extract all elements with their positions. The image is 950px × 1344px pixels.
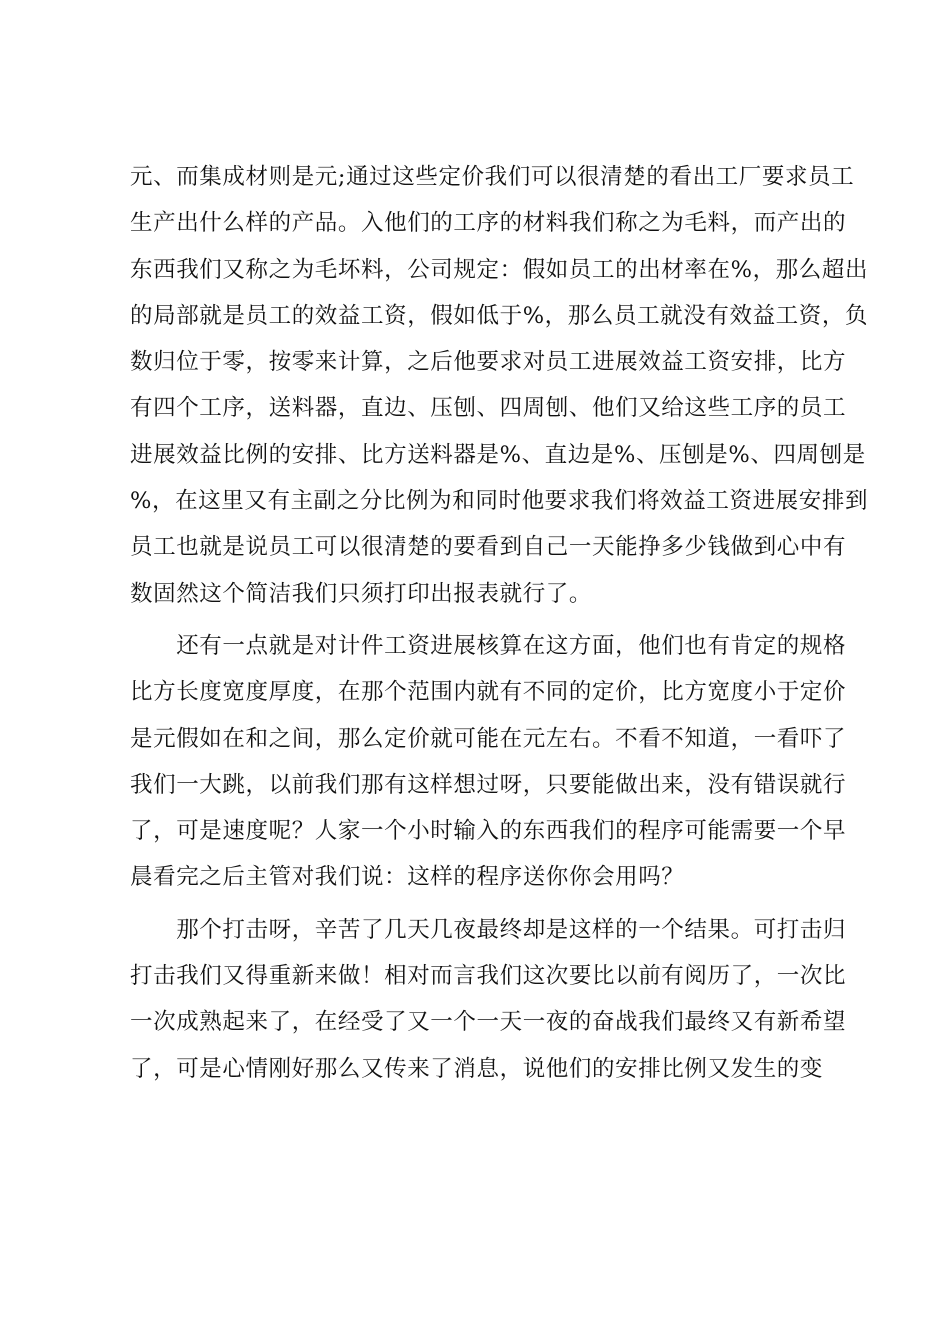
text-line: 东西我们又称之为毛坏料，公司规定：假如员工的出材率在%，那么超出 bbox=[130, 256, 869, 283]
text-line: 生产出什么样的产品。入他们的工序的材料我们称之为毛料，而产出的 bbox=[130, 210, 847, 237]
paragraph-1 bbox=[130, 154, 869, 617]
paragraph-3 bbox=[130, 907, 847, 1092]
text-line: 数固然这个简洁我们只须打印出报表就行了。 bbox=[130, 580, 593, 607]
text-line: 是元假如在和之间，那么定价就可能在元左右。不看不知道，一看吓了 bbox=[130, 725, 847, 752]
text-line: 数归位于零，按零来计算，之后他要求对员工进展效益工资安排，比方 bbox=[130, 349, 847, 376]
text-line: 员工也就是说员工可以很清楚的要看到自己一天能挣多少钱做到心中有 bbox=[130, 534, 847, 561]
text-line: 我们一大跳，以前我们那有这样想过呀，只要能做出来，没有错误就行 bbox=[130, 771, 847, 798]
text-line: 还有一点就是对计件工资进展核算在这方面，他们也有肯定的规格 bbox=[130, 632, 847, 659]
document-body bbox=[130, 154, 869, 1092]
text-line: 了，可是心情刚好那么又传来了消息，说他们的安排比例又发生的变 bbox=[130, 1055, 824, 1082]
text-line: 打击我们又得重新来做！相对而言我们这次要比以前有阅历了，一次比 bbox=[130, 963, 847, 990]
text-line: 那个打击呀，辛苦了几天几夜最终却是这样的一个结果。可打击归 bbox=[130, 916, 847, 943]
paragraph-2 bbox=[130, 623, 847, 901]
text-line: 晨看完之后主管对我们说：这样的程序送你你会用吗？ bbox=[130, 864, 685, 891]
text-line: 元、而集成材则是元;通过这些定价我们可以很清楚的看出工厂要求员工 bbox=[130, 164, 855, 190]
text-line: 比方长度宽度厚度，在那个范围内就有不同的定价，比方宽度小于定价 bbox=[130, 679, 847, 706]
text-line: 一次成熟起来了，在经受了又一个一天一夜的奋战我们最终又有新希望 bbox=[130, 1009, 847, 1036]
text-line: 进展效益比例的安排、比方送料器是%、直边是%、压刨是%、四周刨是 bbox=[130, 441, 866, 468]
text-line: 有四个工序，送料器，直边、压刨、四周刨、他们又给这些工序的员工 bbox=[130, 395, 847, 422]
text-line: 的局部就是员工的效益工资，假如低于%，那么员工就没有效益工资，负 bbox=[130, 302, 869, 329]
text-line: %，在这里又有主副之分比例为和同时他要求我们将效益工资进展安排到 bbox=[130, 488, 869, 515]
text-line: 了，可是速度呢？人家一个小时输入的东西我们的程序可能需要一个早 bbox=[130, 818, 847, 845]
